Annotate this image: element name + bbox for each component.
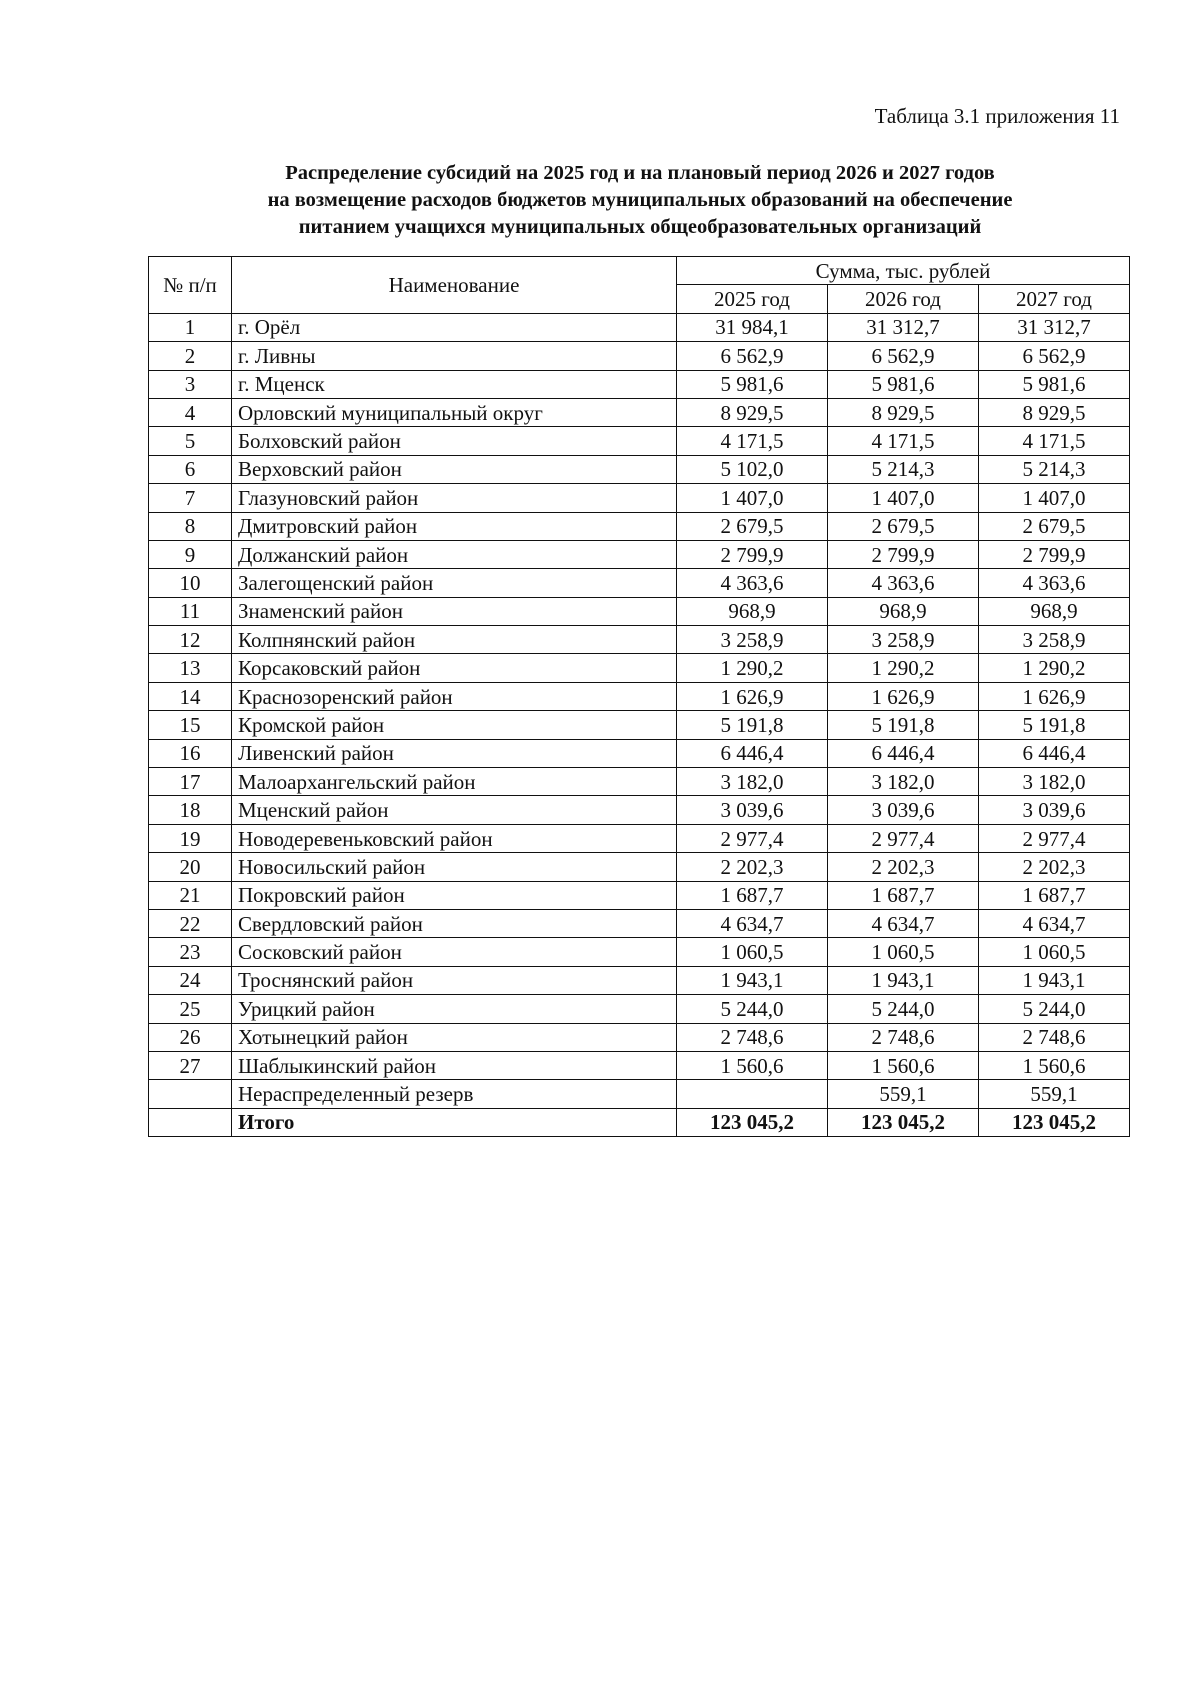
- row-name: Малоархангельский район: [232, 768, 677, 796]
- row-number: 8: [149, 512, 232, 540]
- row-name: Шаблыкинский район: [232, 1051, 677, 1079]
- row-value-2027: 1 687,7: [979, 881, 1130, 909]
- row-number: 9: [149, 540, 232, 568]
- table-row: [149, 370, 1130, 398]
- row-name: Урицкий район: [232, 995, 677, 1023]
- row-value-2027: 6 562,9: [979, 342, 1130, 370]
- row-name: г. Мценск: [232, 370, 677, 398]
- row-value-2026: 4 171,5: [828, 427, 979, 455]
- row-name: Кромской район: [232, 711, 677, 739]
- table-reference: Таблица 3.1 приложения 11: [874, 104, 1120, 128]
- row-number: 2: [149, 342, 232, 370]
- table-row: [149, 682, 1130, 710]
- table-row: [149, 966, 1130, 994]
- table-row: [149, 909, 1130, 937]
- row-value-2026: 1 290,2: [828, 654, 979, 682]
- row-value-2026: 5 244,0: [828, 995, 979, 1023]
- row-number: 13: [149, 654, 232, 682]
- total-2025: 123 045,2: [677, 1108, 828, 1136]
- row-value-2026: 4 363,6: [828, 569, 979, 597]
- row-name: Дмитровский район: [232, 512, 677, 540]
- row-value-2026: 2 202,3: [828, 853, 979, 881]
- row-number: 16: [149, 739, 232, 767]
- header-year-2027: 2027 год: [979, 285, 1130, 313]
- row-number: 5: [149, 427, 232, 455]
- row-number: 11: [149, 597, 232, 625]
- row-number: 25: [149, 995, 232, 1023]
- row-value-2026: 2 679,5: [828, 512, 979, 540]
- table-body: [149, 313, 1130, 1108]
- row-value-2026: 5 214,3: [828, 455, 979, 483]
- row-name: г. Орёл: [232, 313, 677, 341]
- total-row: [149, 1108, 1130, 1136]
- row-name: Глазуновский район: [232, 484, 677, 512]
- row-value-2025: 968,9: [677, 597, 828, 625]
- row-value-2026: 968,9: [828, 597, 979, 625]
- row-number: 21: [149, 881, 232, 909]
- row-value-2026: 2 977,4: [828, 824, 979, 852]
- row-value-2026: 31 312,7: [828, 313, 979, 341]
- row-name: Орловский муниципальный округ: [232, 398, 677, 426]
- table-row: [149, 1080, 1130, 1108]
- table-row: [149, 313, 1130, 341]
- row-number: 10: [149, 569, 232, 597]
- row-number: 26: [149, 1023, 232, 1051]
- row-name: Колпнянский район: [232, 626, 677, 654]
- row-value-2025: 4 634,7: [677, 909, 828, 937]
- row-value-2025: 3 182,0: [677, 768, 828, 796]
- table-row: [149, 1023, 1130, 1051]
- row-number: 7: [149, 484, 232, 512]
- row-value-2026: 3 258,9: [828, 626, 979, 654]
- row-number: 23: [149, 938, 232, 966]
- row-value-2025: 2 748,6: [677, 1023, 828, 1051]
- header-year-2026: 2026 год: [828, 285, 979, 313]
- row-name: Новосильский район: [232, 853, 677, 881]
- total-2026: 123 045,2: [828, 1108, 979, 1136]
- row-value-2026: 2 748,6: [828, 1023, 979, 1051]
- row-value-2026: 1 687,7: [828, 881, 979, 909]
- table-row: [149, 824, 1130, 852]
- row-value-2026: 5 191,8: [828, 711, 979, 739]
- row-value-2025: 1 060,5: [677, 938, 828, 966]
- row-number: [149, 1080, 232, 1108]
- row-name: Знаменский район: [232, 597, 677, 625]
- row-value-2025: 2 202,3: [677, 853, 828, 881]
- header-name: Наименование: [232, 257, 677, 314]
- row-value-2026: 559,1: [828, 1080, 979, 1108]
- row-value-2027: 1 560,6: [979, 1051, 1130, 1079]
- row-name: Должанский район: [232, 540, 677, 568]
- row-value-2025: 2 977,4: [677, 824, 828, 852]
- row-value-2025: 1 560,6: [677, 1051, 828, 1079]
- row-number: 15: [149, 711, 232, 739]
- table-row: [149, 853, 1130, 881]
- row-name: Болховский район: [232, 427, 677, 455]
- row-value-2025: 5 191,8: [677, 711, 828, 739]
- row-value-2027: 6 446,4: [979, 739, 1130, 767]
- row-value-2027: 559,1: [979, 1080, 1130, 1108]
- row-value-2027: 1 407,0: [979, 484, 1130, 512]
- row-number: 19: [149, 824, 232, 852]
- row-name: Верховский район: [232, 455, 677, 483]
- row-value-2026: 1 626,9: [828, 682, 979, 710]
- row-value-2026: 1 060,5: [828, 938, 979, 966]
- total-2027: 123 045,2: [979, 1108, 1130, 1136]
- row-value-2025: 2 799,9: [677, 540, 828, 568]
- row-value-2025: 1 290,2: [677, 654, 828, 682]
- row-value-2026: 3 039,6: [828, 796, 979, 824]
- row-value-2026: 1 943,1: [828, 966, 979, 994]
- table-row: [149, 881, 1130, 909]
- row-value-2025: 6 446,4: [677, 739, 828, 767]
- total-num-cell: [149, 1108, 232, 1136]
- row-value-2026: 1 560,6: [828, 1051, 979, 1079]
- row-number: 27: [149, 1051, 232, 1079]
- row-value-2027: 1 943,1: [979, 966, 1130, 994]
- row-value-2027: 1 290,2: [979, 654, 1130, 682]
- table-row: [149, 796, 1130, 824]
- row-value-2026: 6 446,4: [828, 739, 979, 767]
- table-row: [149, 711, 1130, 739]
- row-value-2026: 3 182,0: [828, 768, 979, 796]
- table-row: [149, 626, 1130, 654]
- row-value-2025: [677, 1080, 828, 1108]
- row-value-2026: 1 407,0: [828, 484, 979, 512]
- row-value-2025: 1 943,1: [677, 966, 828, 994]
- title-line-2: на возмещение расходов бюджетов муниципальных образований на обеспечение: [267, 189, 1013, 211]
- row-value-2027: 4 634,7: [979, 909, 1130, 937]
- subsidy-table: [148, 256, 1130, 1137]
- header-row-1: [149, 257, 1130, 285]
- table-row: [149, 597, 1130, 625]
- total-label: Итого: [232, 1108, 677, 1136]
- row-number: 12: [149, 626, 232, 654]
- row-name: Ливенский район: [232, 739, 677, 767]
- row-value-2026: 5 981,6: [828, 370, 979, 398]
- row-name: Мценский район: [232, 796, 677, 824]
- row-value-2027: 1 626,9: [979, 682, 1130, 710]
- row-value-2027: 31 312,7: [979, 313, 1130, 341]
- document-title: [150, 160, 1130, 241]
- title-line-3: питанием учащихся муниципальных общеобразовательных организаций: [298, 216, 982, 238]
- row-value-2025: 2 679,5: [677, 512, 828, 540]
- row-name: Новодеревеньковский район: [232, 824, 677, 852]
- row-value-2025: 5 981,6: [677, 370, 828, 398]
- table-row: [149, 654, 1130, 682]
- table-row: [149, 427, 1130, 455]
- row-value-2027: 968,9: [979, 597, 1130, 625]
- row-value-2027: 3 182,0: [979, 768, 1130, 796]
- row-number: 22: [149, 909, 232, 937]
- header-sum: Сумма, тыс. рублей: [677, 257, 1130, 285]
- row-value-2027: 3 258,9: [979, 626, 1130, 654]
- row-number: 4: [149, 398, 232, 426]
- row-value-2025: 3 039,6: [677, 796, 828, 824]
- row-value-2027: 2 748,6: [979, 1023, 1130, 1051]
- table-row: [149, 342, 1130, 370]
- row-number: 6: [149, 455, 232, 483]
- row-value-2025: 8 929,5: [677, 398, 828, 426]
- row-name: Корсаковский район: [232, 654, 677, 682]
- row-value-2027: 3 039,6: [979, 796, 1130, 824]
- row-number: 17: [149, 768, 232, 796]
- row-value-2027: 2 202,3: [979, 853, 1130, 881]
- row-value-2025: 4 171,5: [677, 427, 828, 455]
- header-year-2025: 2025 год: [677, 285, 828, 313]
- row-value-2025: 6 562,9: [677, 342, 828, 370]
- table-row: [149, 938, 1130, 966]
- row-value-2027: 8 929,5: [979, 398, 1130, 426]
- row-number: 20: [149, 853, 232, 881]
- row-name: Покровский район: [232, 881, 677, 909]
- row-name: Залегощенский район: [232, 569, 677, 597]
- header-num: № п/п: [149, 257, 232, 314]
- row-number: 14: [149, 682, 232, 710]
- row-value-2025: 1 626,9: [677, 682, 828, 710]
- row-number: 24: [149, 966, 232, 994]
- table-row: [149, 995, 1130, 1023]
- row-value-2027: 4 171,5: [979, 427, 1130, 455]
- row-value-2025: 5 102,0: [677, 455, 828, 483]
- row-name: Троснянский район: [232, 966, 677, 994]
- row-value-2026: 4 634,7: [828, 909, 979, 937]
- row-name: г. Ливны: [232, 342, 677, 370]
- row-value-2025: 5 244,0: [677, 995, 828, 1023]
- row-value-2027: 5 981,6: [979, 370, 1130, 398]
- row-name: Сосковский район: [232, 938, 677, 966]
- row-name: Свердловский район: [232, 909, 677, 937]
- row-name: Нераспределенный резерв: [232, 1080, 677, 1108]
- row-value-2026: 8 929,5: [828, 398, 979, 426]
- row-value-2027: 2 679,5: [979, 512, 1130, 540]
- row-value-2026: 6 562,9: [828, 342, 979, 370]
- table-row: [149, 540, 1130, 568]
- row-name: Краснозоренский район: [232, 682, 677, 710]
- row-value-2027: 5 244,0: [979, 995, 1130, 1023]
- row-value-2025: 3 258,9: [677, 626, 828, 654]
- table-row: [149, 398, 1130, 426]
- row-value-2027: 5 191,8: [979, 711, 1130, 739]
- row-value-2026: 2 799,9: [828, 540, 979, 568]
- row-number: 3: [149, 370, 232, 398]
- row-value-2025: 31 984,1: [677, 313, 828, 341]
- table-row: [149, 768, 1130, 796]
- table-row: [149, 1051, 1130, 1079]
- row-value-2025: 1 687,7: [677, 881, 828, 909]
- row-value-2025: 4 363,6: [677, 569, 828, 597]
- row-value-2027: 4 363,6: [979, 569, 1130, 597]
- row-name: Хотынецкий район: [232, 1023, 677, 1051]
- table-row: [149, 455, 1130, 483]
- row-value-2025: 1 407,0: [677, 484, 828, 512]
- table-row: [149, 484, 1130, 512]
- table-row: [149, 739, 1130, 767]
- table-row: [149, 512, 1130, 540]
- row-number: 18: [149, 796, 232, 824]
- row-number: 1: [149, 313, 232, 341]
- row-value-2027: 2 799,9: [979, 540, 1130, 568]
- row-value-2027: 2 977,4: [979, 824, 1130, 852]
- row-value-2027: 1 060,5: [979, 938, 1130, 966]
- row-value-2027: 5 214,3: [979, 455, 1130, 483]
- title-line-1: Распределение субсидий на 2025 год и на плановый период 2026 и 2027 годов: [285, 162, 995, 184]
- table-row: [149, 569, 1130, 597]
